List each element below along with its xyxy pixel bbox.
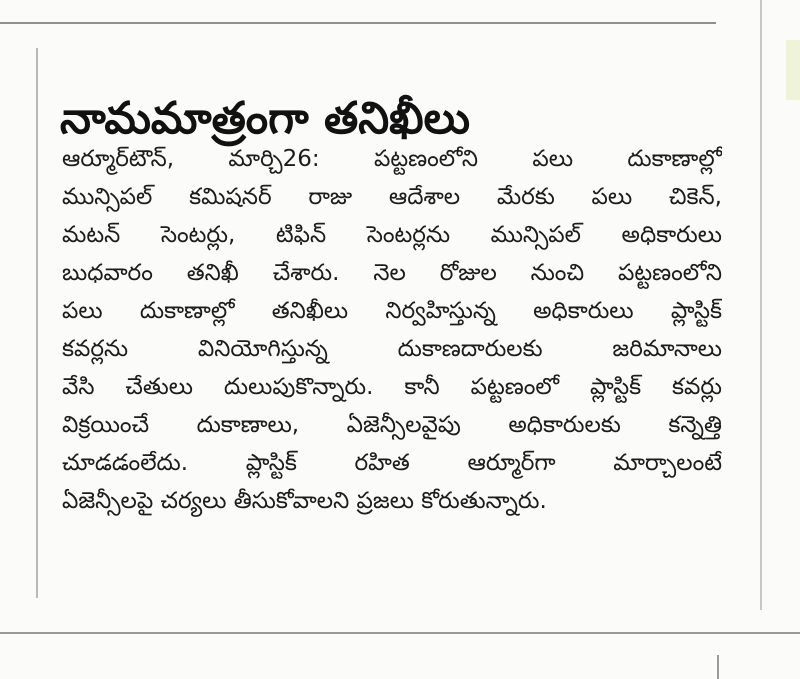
body-line: ఆర్మూర్‌టౌన్, మార్చి26: పట్టణంలోని పలు దుకాణాల్లో xyxy=(62,146,722,172)
left-column-divider xyxy=(36,48,38,598)
body-line: బుధవారం తనిఖీ చేశారు. నెల రోజుల నుంచి పట్టణంలోని xyxy=(62,260,722,286)
article-headline: నామమాత్రంగా తనిఖీలు xyxy=(60,93,470,145)
bottom-divider xyxy=(0,632,800,634)
next-column-fragment xyxy=(736,648,800,679)
right-gutter-mark xyxy=(786,40,800,100)
previous-article-fragment xyxy=(0,0,720,22)
body-line: కవర్లను వినియోగిస్తున్న దుకాణదారులకు జరిమానాలు xyxy=(62,336,722,362)
article-body xyxy=(62,140,722,520)
body-line: వేసి చేతులు దులుపుకొన్నారు. కానీ పట్టణంలో ప్లాస్టిక్ కవర్లు xyxy=(62,374,722,400)
body-line: మటన్ సెంటర్లు, టిఫిన్ సెంటర్లను మున్సిపల్ అధికారులు xyxy=(62,222,722,248)
body-line: పలు దుకాణాల్లో తనిఖీలు నిర్వహిస్తున్న అధికారులు ప్లాస్టిక్ xyxy=(62,298,722,324)
top-divider xyxy=(0,22,716,24)
next-article-fragment xyxy=(0,648,716,679)
body-line: మున్సిపల్ కమిషనర్ రాజు ఆదేశాల మేరకు పలు చికెన్, xyxy=(62,184,722,210)
right-column-divider xyxy=(760,0,762,610)
body-line: చూడడంలేదు. ప్లాస్టిక్ రహిత ఆర్మూర్‌గా మార్చాలంటే xyxy=(62,450,722,476)
body-line: ఏజెన్సీలపై చర్యలు తీసుకోవాలని ప్రజలు కోరుతున్నారు. xyxy=(62,488,547,514)
body-line: విక్రయించే దుకాణాలు, ఏజెన్సీలవైపు అధికారులకు కన్నెత్తి xyxy=(62,412,722,438)
bottom-column-divider xyxy=(717,655,719,679)
